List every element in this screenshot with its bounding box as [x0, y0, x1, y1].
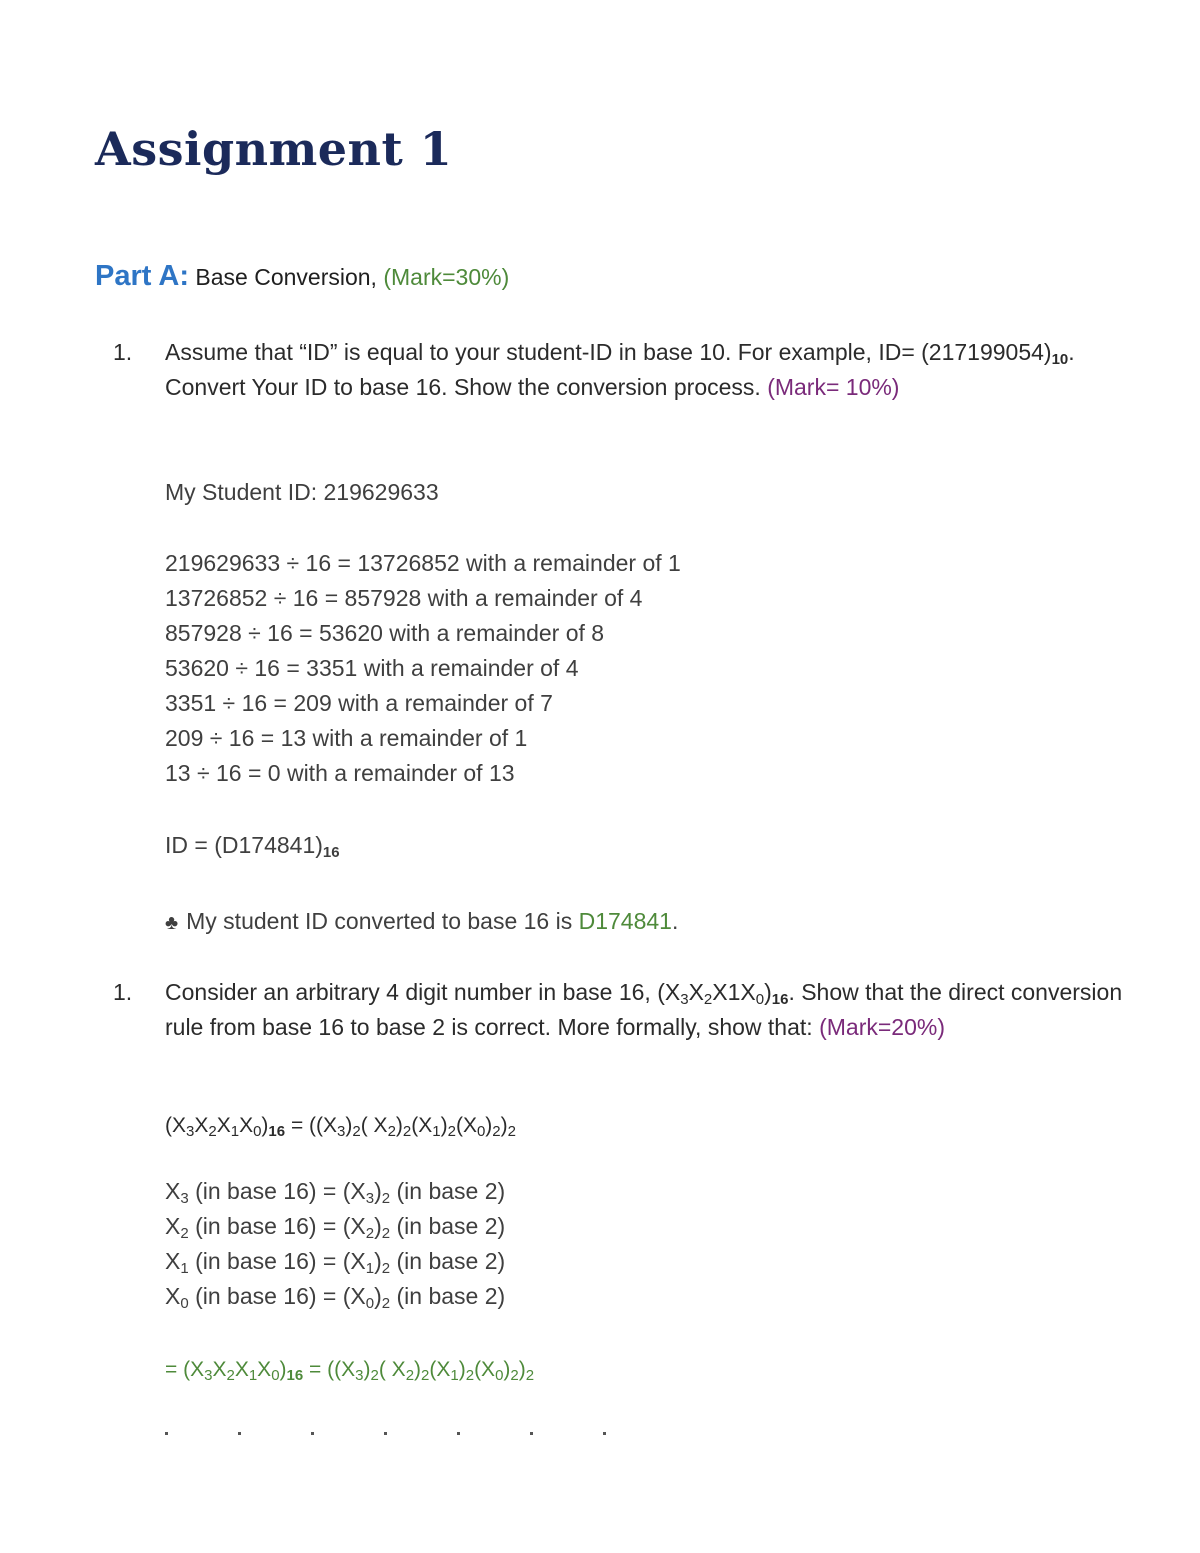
digit-mapping-list	[165, 1174, 505, 1314]
question-1-text: Assume that “ID” is equal to your student-ID in base 10. For example, ID= (217199054)	[165, 339, 1052, 365]
question-1-mark: (Mark= 10%)	[767, 374, 900, 400]
page-title: Assignment 1	[95, 122, 453, 176]
student-id-line: My Student ID: 219629633	[165, 479, 439, 505]
question-1-example-base: 10	[1051, 351, 1069, 368]
hex-result-value: ID = (D174841)	[165, 832, 323, 858]
question-2-text-after: Show that the direct conversion rule from base 16 to base 2 is correct. More formally, show that:	[165, 979, 1123, 1040]
part-a-label: Part A:	[95, 260, 189, 292]
conclusion-text: My student ID converted to base 16 is	[186, 908, 573, 934]
conversion-step: 3351 ÷ 16 = 209 with a remainder of 7	[165, 690, 553, 716]
question-2-text-before: Consider an arbitrary 4 digit number in base 16,	[165, 979, 651, 1005]
club-bullet-icon: ♣	[165, 912, 179, 934]
cropped-text-line	[165, 1432, 725, 1438]
conclusion-line	[165, 904, 678, 941]
hex-result-base: 16	[322, 844, 340, 861]
digit-mapping: $X_3$ (in base $16) = (X_3)_2$ (in base 2)	[165, 1178, 506, 1207]
digit-mapping: $X_0$ (in base $16) = (X_0)_2$ (in base 2)	[165, 1283, 506, 1312]
identity-result: = $(X_3X_2X_1X_0)_{16} = ((X_3)_2$( $X_2)_2(X_1)_2(X_0)_2)_2$	[165, 1358, 535, 1384]
part-a-heading	[95, 260, 509, 293]
question-1-text-after: . Convert Your ID to base 16. Show the conversion process.	[165, 339, 1075, 400]
identity-formula: $(X_3X_2X_1X_0)_{16} = ((X_3)_2$( $X_2)_2(X_1)_2(X_0)_2)_2$	[165, 1114, 516, 1140]
conversion-steps	[165, 546, 681, 791]
part-a-topic: Base Conversion,	[195, 264, 377, 290]
conversion-step: 13726852 ÷ 16 = 857928 with a remainder of 4	[165, 585, 643, 611]
question-1	[113, 335, 1133, 405]
question-2-mark: (Mark=20%)	[819, 1014, 945, 1040]
digit-mapping: $X_2$ (in base $16) = (X_2)_2$ (in base 2)	[165, 1213, 506, 1242]
hex-result	[165, 828, 340, 863]
conversion-step: 209 ÷ 16 = 13 with a remainder of 1	[165, 725, 528, 751]
part-a-mark: (Mark=30%)	[383, 264, 510, 290]
question-1-number: 1.	[113, 339, 133, 365]
question-2-number-expression: $(X_3X_2X1X_0)_{16}$.	[657, 979, 795, 1008]
conclusion-value: D174841	[578, 908, 672, 934]
conversion-step: 219629633 ÷ 16 = 13726852 with a remainder of 1	[165, 550, 681, 576]
conversion-step: 857928 ÷ 16 = 53620 with a remainder of 8	[165, 620, 605, 646]
conclusion-end: .	[671, 908, 679, 934]
question-2	[113, 975, 1133, 1045]
question-2-number: 1.	[113, 979, 133, 1005]
digit-mapping: $X_1$ (in base $16) = (X_1)_2$ (in base 2)	[165, 1248, 506, 1277]
conversion-step: 53620 ÷ 16 = 3351 with a remainder of 4	[165, 655, 579, 681]
conversion-step: 13 ÷ 16 = 0 with a remainder of 13	[165, 760, 515, 786]
